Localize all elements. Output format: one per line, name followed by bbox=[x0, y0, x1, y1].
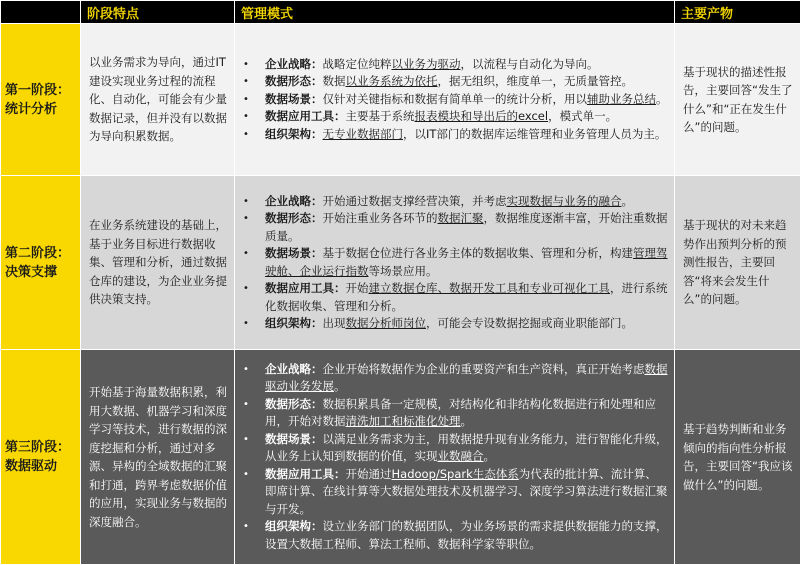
management-item-ul: Hadoop/Spark生态体系 bbox=[391, 466, 519, 481]
stage-name-1: 第一阶段： 统计分析 bbox=[1, 24, 81, 176]
header-products: 主要产物 bbox=[675, 1, 800, 24]
bullet-icon: • bbox=[243, 213, 249, 224]
management-item-key: 企业战略： bbox=[265, 361, 323, 376]
management-item-pre: 出现 bbox=[322, 316, 346, 330]
management-item bbox=[239, 73, 668, 91]
bullet-icon: • bbox=[243, 111, 249, 123]
management-item bbox=[239, 245, 668, 280]
management-item-post: 为代表的批计算、流计算、即席计算、在线计算等大数据处理技术及机器学习、深度学习算法进行数据汇聚与开发。 bbox=[265, 466, 668, 516]
management-item-post: 。 bbox=[460, 414, 472, 429]
management-item-ul: 清洗加工和标准化处理 bbox=[345, 414, 461, 429]
bullet-icon: • bbox=[243, 195, 249, 207]
management-item-pre: 开始通过数据支撑经营决策，并考虑 bbox=[322, 193, 507, 208]
management-item-key: 数据场景： bbox=[265, 91, 323, 106]
management-item bbox=[239, 210, 668, 245]
management-item bbox=[239, 361, 668, 396]
management-item-ul: 数据分析师岗位 bbox=[345, 316, 426, 330]
stage-row-3 bbox=[1, 350, 800, 565]
stage-feature-1: 以业务需求为导向，通过IT建设实现业务过程的流程化、自动化，可能会有少量数据记录，但并没有以数据为导向积累数据。 bbox=[81, 24, 235, 176]
management-item bbox=[239, 466, 668, 519]
management-item-pre: 主要基于系统 bbox=[345, 109, 415, 124]
management-item-pre: 以满足业务需求为主，用数据提升现有业务能力，进行智能化升级，从业务上认知到数据的价值，实现 bbox=[265, 431, 668, 464]
header-features: 阶段特点 bbox=[81, 1, 235, 24]
management-item-key: 数据应用工具： bbox=[265, 466, 346, 481]
stage-row-1 bbox=[1, 24, 800, 176]
management-item-ul: 数据汇聚 bbox=[437, 211, 484, 225]
management-item bbox=[239, 126, 668, 144]
management-item-pre: 开始注重业务各环节的 bbox=[322, 211, 438, 225]
management-item-pre: 仅针对关键指标和数据有简单单一的统计分析，用以 bbox=[322, 91, 587, 106]
management-item bbox=[239, 396, 668, 431]
management-item-ul: 以业务为驱动 bbox=[391, 56, 461, 71]
management-item-ul: 辅助业务总结 bbox=[587, 91, 656, 106]
management-item bbox=[239, 56, 668, 74]
bullet-icon: • bbox=[243, 283, 249, 294]
management-item-pre: 开始通过 bbox=[345, 466, 392, 481]
management-item-key: 数据场景： bbox=[265, 431, 323, 446]
management-item-post: ，以流程与自动化为导向。 bbox=[460, 56, 599, 71]
management-item-key: 数据应用工具： bbox=[265, 281, 346, 295]
management-item-post: ，模式单一。 bbox=[548, 109, 618, 124]
management-item bbox=[239, 518, 668, 553]
management-item-key: 数据形态： bbox=[265, 211, 323, 225]
management-item-key: 组织架构： bbox=[265, 316, 323, 330]
management-item bbox=[239, 315, 668, 333]
management-item-key: 企业战略： bbox=[265, 193, 323, 208]
management-item-post: 等场景应用。 bbox=[368, 263, 438, 278]
stage-row-2 bbox=[1, 176, 800, 350]
stage-name-2: 第二阶段： 决策支撑 bbox=[1, 176, 81, 350]
management-item-ul: 建立数据仓库、数据开发工具和专业可视化工具 bbox=[368, 281, 610, 295]
stage-product-1: 基于现状的描述性报告，主要回答“发生了什么”和“正在发生什么”的问题。 bbox=[675, 24, 800, 176]
bullet-icon: • bbox=[243, 521, 249, 533]
stage-product-2: 基于现状的对未来趋势作出预判分析的预测性报告，主要回答“将来会发生什么”的问题。 bbox=[675, 176, 800, 350]
management-item-post: ，进行系统化数据收集、管理和分析。 bbox=[265, 281, 668, 313]
header-stage bbox=[1, 1, 81, 24]
management-item-pre: 设立业务部门的数据团队，为业务场景的需求提供数据能力的支撑，设置大数据工程师、算法工程师、数据科学家等职位。 bbox=[265, 519, 668, 551]
bullet-icon: • bbox=[243, 128, 249, 140]
management-item-ul: 以业务系统为依托 bbox=[345, 74, 438, 89]
stage-feature-2: 在业务系统建设的基础上，基于业务目标进行数据收集、管理和分析，通过数据仓库的建设，为企业业务提供决策支持。 bbox=[81, 176, 235, 350]
management-item-key: 组织架构： bbox=[265, 519, 323, 534]
management-item bbox=[239, 431, 668, 466]
stage-product-3: 基于趋势判断和业务倾向的指向性分析报告，主要回答“我应该做什么”的问题。 bbox=[675, 350, 800, 565]
management-item-post: 。 bbox=[621, 193, 633, 208]
management-item-ul: 数据驱动业务发展 bbox=[265, 361, 668, 394]
bullet-icon: • bbox=[243, 468, 249, 480]
management-item-post: ，据无组织，维度单一，无质量管控。 bbox=[437, 74, 633, 89]
management-item-key: 数据应用工具： bbox=[265, 109, 346, 124]
stage-management-1 bbox=[235, 24, 675, 176]
bullet-icon: • bbox=[243, 76, 249, 88]
management-item-pre: 开始 bbox=[345, 281, 369, 295]
management-item-pre: 数据 bbox=[322, 74, 346, 89]
management-item bbox=[239, 91, 668, 109]
management-item-ul: 无专业数据部门 bbox=[322, 126, 403, 141]
management-item-ul: 报表模块和导出后的excel bbox=[414, 109, 549, 124]
bullet-icon: • bbox=[243, 398, 249, 410]
stage-management-3 bbox=[235, 350, 675, 565]
management-item bbox=[239, 193, 668, 211]
management-item-ul: 业数融合 bbox=[437, 449, 484, 464]
management-item-pre: 数据积累具备一定规模，对结构化和非结构化数据进行和处理和应用，开始对数据 bbox=[265, 396, 656, 429]
stage-feature-3: 开始基于海量数据积累，利用大数据、机器学习和深度学习等技术，进行数据的深度挖掘和分析，通过对多源、异构的全域数据的汇聚和打通，跨界考虑数据价值的应用，实现业务与数据的深度融合。 bbox=[81, 350, 235, 565]
management-item-post: ，以IT部门的数据库运维管理和业务管理人员为主。 bbox=[403, 126, 667, 141]
management-item-pre: 企业开始将数据作为企业的重要资产和生产资料，真正开始考虑 bbox=[322, 361, 645, 376]
bullet-icon: • bbox=[243, 363, 249, 375]
management-item-post: 。 bbox=[334, 379, 346, 394]
management-item bbox=[239, 280, 668, 315]
management-item-post: 。 bbox=[483, 449, 495, 464]
management-item-key: 数据场景： bbox=[265, 246, 323, 260]
bullet-icon: • bbox=[243, 248, 249, 259]
bullet-icon: • bbox=[243, 58, 249, 70]
management-item-pre: 基于数据仓位进行各业务主体的数据收集、管理和分析，构建 bbox=[322, 246, 633, 260]
management-item-post: ，可能会专设数据挖掘或商业职能部门。 bbox=[426, 316, 633, 330]
management-item-key: 数据形态： bbox=[265, 74, 323, 89]
management-item-ul: 管理驾驶舱、企业运行指数 bbox=[265, 246, 668, 278]
bullet-icon: • bbox=[243, 433, 249, 445]
stage-management-2 bbox=[235, 176, 675, 350]
header-management: 管理模式 bbox=[235, 1, 675, 24]
management-item bbox=[239, 108, 668, 126]
management-item-key: 企业战略： bbox=[265, 56, 323, 71]
management-item-key: 数据形态： bbox=[265, 396, 323, 411]
header-row bbox=[1, 1, 800, 24]
management-item-post: ，数据维度逐渐丰富，开始注重数据质量。 bbox=[265, 211, 668, 243]
bullet-icon: • bbox=[243, 93, 249, 105]
bullet-icon: • bbox=[243, 318, 249, 329]
stage-name-3: 第三阶段： 数据驱动 bbox=[1, 350, 81, 565]
management-item-ul: 实现数据与业务的融合 bbox=[506, 193, 622, 208]
management-item-pre: 战略定位纯粹 bbox=[322, 56, 392, 71]
management-item-key: 组织架构： bbox=[265, 126, 323, 141]
management-item-post: 。 bbox=[656, 91, 668, 106]
